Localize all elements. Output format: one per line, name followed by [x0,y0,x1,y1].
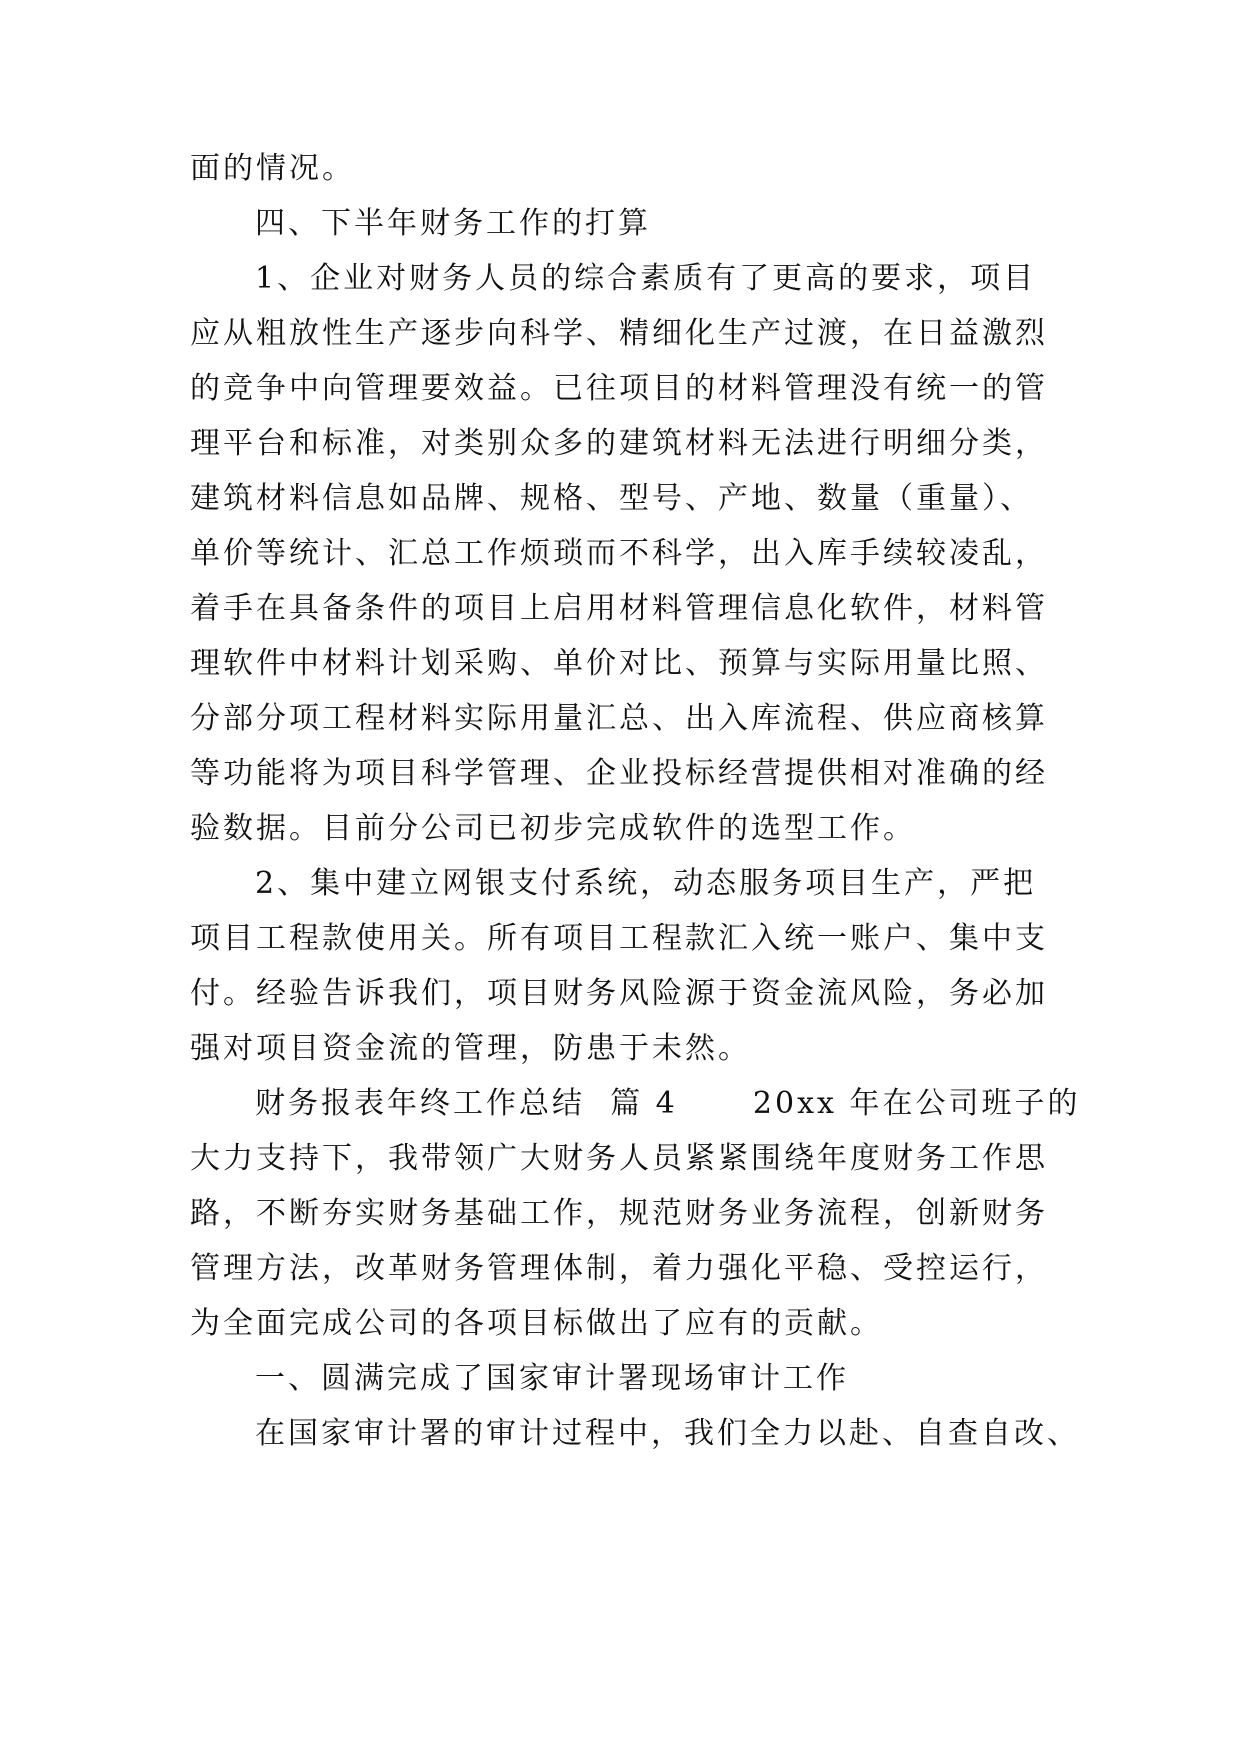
text-line: 大力支持下，我带领广大财务人员紧紧围绕年度财务工作思 [190,1141,1048,1176]
text-line: 面的情况。 [190,151,355,186]
section-title: 财务报表年终工作总结 篇 4 20xx 年在公司班子的 [255,1086,1081,1121]
text-line: 管理方法，改革财务管理体制，着力强化平稳、受控运行， [190,1251,1048,1286]
text-line: 项目工程款使用关。所有项目工程款汇入统一账户、集中支 [190,921,1048,956]
text-line: 理软件中材料计划采购、单价对比、预算与实际用量比照、 [190,646,1048,681]
text-line: 1、企业对财务人员的综合素质有了更高的要求，项目 [255,261,1037,296]
text-line: 理平台和标准，对类别众多的建筑材料无法进行明细分类， [190,426,1048,461]
text-line: 2、集中建立网银支付系统，动态服务项目生产，严把 [255,866,1037,901]
text-line: 路，不断夯实财务基础工作，规范财务业务流程，创新财务 [190,1196,1048,1231]
text-line: 应从粗放性生产逐步向科学、精细化生产过渡，在日益激烈 [190,316,1048,351]
text-line: 等功能将为项目科学管理、企业投标经营提供相对准确的经 [190,756,1048,791]
text-line: 在国家审计署的审计过程中，我们全力以赴、自查自改、 [255,1416,1080,1451]
text-line: 的竞争中向管理要效益。已往项目的材料管理没有统一的管 [190,371,1048,406]
section-heading: 一、圆满完成了国家审计署现场审计工作 [255,1361,849,1396]
text-line: 验数据。目前分公司已初步完成软件的选型工作。 [190,811,916,846]
text-line: 单价等统计、汇总工作烦琐而不科学，出入库手续较凌乱， [190,536,1048,571]
text-line: 付。经验告诉我们，项目财务风险源于资金流风险，务必加 [190,976,1048,1011]
text-line: 为全面完成公司的各项目标做出了应有的贡献。 [190,1306,883,1341]
text-line: 强对项目资金流的管理，防患于未然。 [190,1031,751,1066]
text-line: 建筑材料信息如品牌、规格、型号、产地、数量（重量）、 [190,481,1033,516]
section-heading: 四、下半年财务工作的打算 [255,206,651,241]
text-line: 分部分项工程材料实际用量汇总、出入库流程、供应商核算 [190,701,1048,736]
text-line: 着手在具备条件的项目上启用材料管理信息化软件，材料管 [190,591,1048,626]
